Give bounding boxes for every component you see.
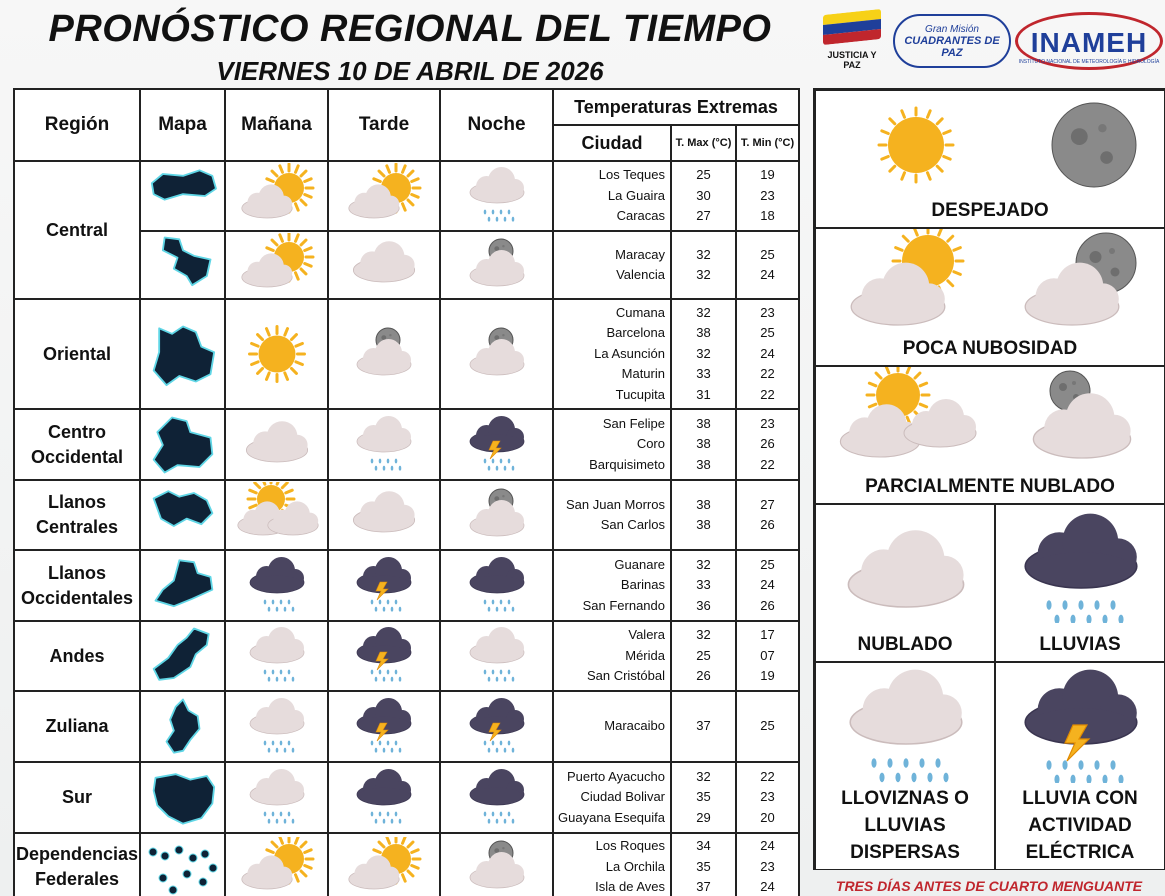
- forecast-table: [13, 88, 800, 896]
- region-name: Oriental: [42, 343, 112, 364]
- noche-cell: [440, 409, 553, 480]
- lloviznas-icon: [226, 765, 327, 831]
- table-row: [14, 550, 799, 621]
- poco-nubosidad-day-icon: [226, 233, 327, 297]
- manana-cell: [225, 833, 328, 896]
- lloviznas-icon: [441, 163, 552, 229]
- nublado-icon: [226, 412, 327, 478]
- legend-panel: [813, 88, 1165, 870]
- legend-electrica: [995, 662, 1165, 870]
- manana-cell: [225, 550, 328, 621]
- map-cell: [140, 550, 225, 621]
- tmin-cell: 23 25 24 22 22: [736, 299, 799, 409]
- region-map-icon: [141, 694, 224, 760]
- tmax-cell: 38 38 38: [671, 409, 736, 480]
- tarde-cell: [328, 409, 440, 480]
- ciudad-header: Ciudad: [553, 125, 671, 161]
- nublado-icon: [329, 482, 439, 548]
- justicia-logo: [822, 12, 882, 68]
- map-cell: [140, 621, 225, 691]
- noche-header: Noche: [440, 89, 553, 161]
- legend-lloviznas-label: LLOVIZNAS O LLUVIAS DISPERSAS: [841, 788, 969, 863]
- noche-cell: [440, 550, 553, 621]
- tarde-cell: [328, 621, 440, 691]
- table-row: [14, 409, 799, 480]
- lluvia-electrica-icon: [441, 412, 552, 478]
- table-row: [14, 833, 799, 896]
- page-title: PRONÓSTICO REGIONAL DEL TIEMPO: [48, 8, 772, 50]
- tmax-cell: 32 32: [671, 231, 736, 299]
- noche-cell: [440, 691, 553, 762]
- poco-nubosidad-day-icon: [226, 163, 327, 229]
- poco-nubosidad-night-icon: [329, 321, 439, 387]
- legend-parcial-label: PARCIALMENTE NUBLADO: [865, 476, 1115, 497]
- tarde-cell: [328, 161, 440, 231]
- cuadrantes-logo: [893, 14, 1011, 68]
- justicia-label: JUSTICIA Y PAZ: [827, 50, 877, 70]
- lluvias-icon: [441, 765, 552, 831]
- forecast-date: VIERNES 10 DE ABRIL DE 2026: [216, 56, 604, 86]
- tarde-cell: [328, 762, 440, 833]
- region-name: Zuliana: [45, 716, 109, 736]
- region-cell: [14, 480, 140, 550]
- mapa-header: Mapa: [140, 89, 225, 161]
- tmax-cell: 32 25 26: [671, 621, 736, 691]
- region-map-icon: [141, 232, 224, 298]
- cities-cell: San Felipe Coro Barquisimeto: [553, 409, 671, 480]
- cities-cell: Maracay Valencia: [553, 231, 671, 299]
- tmax-header: T. Max (°C): [671, 125, 736, 161]
- map-cell: [140, 299, 225, 409]
- legend-despejado: [815, 90, 1165, 228]
- poco-nubosidad-day-icon: [329, 163, 439, 229]
- map-cell: [140, 161, 225, 231]
- region-cell: [14, 691, 140, 762]
- inameh-logo: [1015, 12, 1163, 70]
- region-map-icon: [141, 765, 224, 831]
- poco-nubosidad-night-icon: [441, 233, 552, 297]
- inameh-sub-label: INSTITUTO NACIONAL DE METEOROLOGÍA E HIDROLOGÍA: [1018, 59, 1160, 65]
- lluvias-icon: [329, 765, 439, 831]
- cuadrantes-label: CUADRANTES DE PAZ: [904, 35, 1000, 59]
- noche-cell: [440, 621, 553, 691]
- tmin-cell: 25 24 26: [736, 550, 799, 621]
- tmin-cell: 27 26: [736, 480, 799, 550]
- lloviznas-icon: [226, 694, 327, 760]
- tmax-cell: 32 35 29: [671, 762, 736, 833]
- lluvias-icon: [226, 553, 327, 619]
- region-name: Centro Occidental: [30, 421, 124, 467]
- noche-cell: [440, 299, 553, 409]
- despejado-day-icon: [226, 321, 327, 387]
- poco-nubosidad-day-icon: [226, 837, 327, 896]
- region-header: Región: [14, 89, 140, 161]
- region-name: Sur: [61, 787, 92, 807]
- map-cell: [140, 691, 225, 762]
- noche-cell: [440, 161, 553, 231]
- legend-poca: [815, 228, 1165, 366]
- manana-cell: [225, 231, 328, 299]
- map-cell: [140, 762, 225, 833]
- region-cell: [14, 621, 140, 691]
- lloviznas-icon: [226, 623, 327, 689]
- noche-cell: [440, 231, 553, 299]
- nublado-icon: [329, 233, 439, 297]
- region-map-icon: [141, 834, 224, 896]
- tmax-cell: 32 33 36: [671, 550, 736, 621]
- region-map-icon: [141, 163, 224, 229]
- poco-nubosidad-day-icon: [329, 837, 439, 896]
- map-cell: [140, 231, 225, 299]
- parcial-day-icon: [226, 482, 327, 548]
- lluvia-electrica-icon: [329, 694, 439, 760]
- noche-cell: [440, 480, 553, 550]
- legend-lloviznas: [815, 662, 995, 870]
- map-cell: [140, 833, 225, 896]
- cities-cell: Maracaibo: [553, 691, 671, 762]
- cities-cell: San Juan Morros San Carlos: [553, 480, 671, 550]
- table-row: [14, 480, 799, 550]
- table-row: [14, 762, 799, 833]
- manana-cell: [225, 762, 328, 833]
- tarde-header: Tarde: [328, 89, 440, 161]
- tmin-cell: 19 23 18: [736, 161, 799, 231]
- region-cell: [14, 762, 140, 833]
- region-cell: [14, 550, 140, 621]
- lluvia-electrica-icon: [329, 623, 439, 689]
- legend-despejado-label: DESPEJADO: [931, 200, 1049, 221]
- region-cell: [14, 833, 140, 896]
- lluvia-electrica-icon: [441, 694, 552, 760]
- map-cell: [140, 480, 225, 550]
- inameh-label: INAMEH: [1030, 27, 1148, 58]
- region-map-icon: [141, 321, 224, 387]
- table-row: [14, 621, 799, 691]
- tmin-cell: 23 26 22: [736, 409, 799, 480]
- lloviznas-icon: [441, 623, 552, 689]
- poco-nubosidad-night-icon: [441, 482, 552, 548]
- cities-cell: Puerto Ayacucho Ciudad Bolivar Guayana Esequifa: [553, 762, 671, 833]
- cities-cell: Guanare Barinas San Fernando: [553, 550, 671, 621]
- cities-cell: Valera Mérida San Cristóbal: [553, 621, 671, 691]
- tarde-cell: [328, 833, 440, 896]
- poco-nubosidad-night-icon: [441, 321, 552, 387]
- tmin-cell: 25 24: [736, 231, 799, 299]
- legend-lluvias-label: LLUVIAS: [1039, 634, 1121, 655]
- tarde-cell: [328, 299, 440, 409]
- legend-lluvias: [995, 504, 1165, 662]
- legend-nublado-label: NUBLADO: [857, 634, 953, 655]
- poco-nubosidad-night-icon: [441, 837, 552, 896]
- region-cell: [14, 409, 140, 480]
- region-name: Llanos Occidentales: [20, 562, 134, 608]
- region-map-icon: [141, 553, 224, 619]
- tmin-cell: 24 23 24: [736, 833, 799, 896]
- tmax-cell: 32 38 32 33 31: [671, 299, 736, 409]
- lloviznas-icon: [329, 412, 439, 478]
- region-cell: [14, 161, 140, 299]
- tmax-cell: 34 35 37: [671, 833, 736, 896]
- tarde-cell: [328, 550, 440, 621]
- tmax-cell: 37: [671, 691, 736, 762]
- tmin-cell: 17 07 19: [736, 621, 799, 691]
- tarde-cell: [328, 231, 440, 299]
- manana-cell: [225, 480, 328, 550]
- lluvias-icon: [441, 553, 552, 619]
- legend-nublado: [815, 504, 995, 662]
- manana-cell: [225, 299, 328, 409]
- temps-header: Temperaturas Extremas: [553, 89, 799, 125]
- cities-cell: Los Roques La Orchila Isla de Aves: [553, 833, 671, 896]
- manana-header: Mañana: [225, 89, 328, 161]
- tarde-cell: [328, 480, 440, 550]
- table-row: [14, 161, 799, 231]
- manana-cell: [225, 409, 328, 480]
- manana-cell: [225, 621, 328, 691]
- venezuela-flag-icon: [823, 9, 881, 45]
- tmin-cell: 25: [736, 691, 799, 762]
- region-map-icon: [141, 623, 224, 689]
- tmax-cell: 38 38: [671, 480, 736, 550]
- tmin-header: T. Min (°C): [736, 125, 799, 161]
- tmax-cell: 25 30 27: [671, 161, 736, 231]
- region-name: Central: [45, 219, 108, 240]
- cities-cell: Los Teques La Guaira Caracas: [553, 161, 671, 231]
- region-cell: [14, 299, 140, 409]
- gran-mision-label: Gran Misión: [925, 24, 979, 35]
- legend-electrica-label: LLUVIA CON ACTIVIDAD ELÉCTRICA: [1022, 788, 1138, 863]
- region-name: Dependencias Federales: [15, 844, 139, 889]
- tarde-cell: [328, 691, 440, 762]
- legend-poca-label: POCA NUBOSIDAD: [902, 338, 1078, 359]
- tmin-cell: 22 23 20: [736, 762, 799, 833]
- moon-phase-note: TRES DÍAS ANTES DE CUARTO MENGUANTE: [835, 878, 1143, 894]
- legend-parcial: [815, 366, 1165, 504]
- manana-cell: [225, 161, 328, 231]
- table-row: [14, 299, 799, 409]
- region-name: Llanos Centrales: [35, 492, 119, 537]
- cities-cell: Cumana Barcelona La Asunción Maturin Tucupita: [553, 299, 671, 409]
- region-map-icon: [141, 482, 224, 548]
- lluvia-electrica-icon: [329, 553, 439, 619]
- map-cell: [140, 409, 225, 480]
- noche-cell: [440, 762, 553, 833]
- noche-cell: [440, 833, 553, 896]
- region-map-icon: [141, 412, 224, 478]
- table-row: [14, 691, 799, 762]
- region-name: Andes: [49, 645, 105, 666]
- manana-cell: [225, 691, 328, 762]
